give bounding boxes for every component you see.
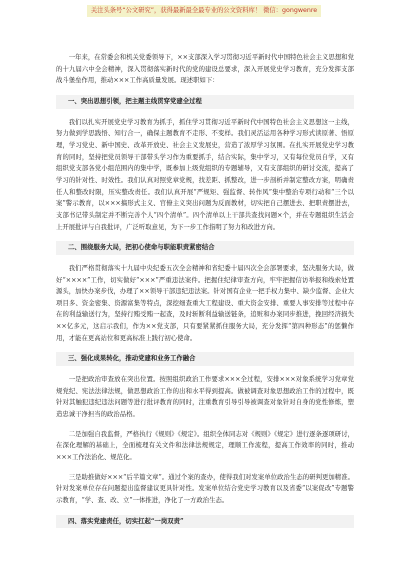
promo-banner: [0, 4, 408, 18]
section-heading: 三、强化成果转化，推动党建和业务工作融合: [56, 352, 354, 366]
document-body: [56, 52, 354, 536]
body-paragraph: 一是把政治审查放在突出位置。按照组织政治工作要求×××全过程，安排×××对象系统学习党章党规党纪、宪法法律法规，做思想政治工作的出和水平得到提高。做被调查对象思想政治工作的过程中，既针对其触犯违纪违法问题等进行批评教育的同时，注重教育引导引导被调查对象针对自身的党性修炼，塑造忠诚干净担当的政治品格。: [56, 376, 354, 419]
body-paragraph: 我们严格贯彻落实十九届中央纪委五次全会精神和省纪委十届四次全会部署要求，坚决服务大局，做好“××××”工作，切实做好“×××”严重违法案件。把握住纪律审查方向，牢牢把握信访举报和线索处置源头，加快办案步伐，办理了××领导干部违纪违法案。针对国有企业一把手权力集中、缺少监督、企业大项目多、资金密集、资源富集等特点，深挖细查重大工程建设、重大资金安排、重要人事安排等过程中存在的利益输送行为，坚持行贿受贿一起查，及时斩断利益输送链条，追赃和办案同步推进，挽回经济损失××亿多元，这启示我们，作为××党支部，只有要紧紧抓住服务大局，充分发挥“第四种形态”的惩懒作用，才能在更高站位和更高标准上践行初心使命。: [56, 264, 354, 342]
promo-banner-text: 关注头条号“公文研究”，获得最新最全最专业的公文资料库！ 微信：gongwenre: [87, 5, 321, 17]
body-paragraph: 一年来，在常委会和机关党委领导下，××支部深入学习贯彻习近平新时代中国特色社会主义思想和党的十九届六中全会精神，深入贯彻落实新时代的党的建设总要求，深入开展党史学习教育，充分发挥支部战斗堡垒作用，推动×××工作高质量发展。现述职如下：: [56, 54, 354, 85]
body-paragraph: 三是助推做好×××“后半篇文章”。通过个案的查办，使得我们对发案单位政治生态的研判更加精准。针对发案单位存在问题提出监督建议更具针对性。发案单位结合党史学习教育以及省委“以案促改”专题警示教育，“学、查、改、立”一体推进，净化了一方政治生态。: [56, 473, 354, 504]
body-paragraph: 二是加强自我监督，严格执行《规则》《规定》。组织全体同志对《规则》《规定》进行逐条逐项研讨，在深化理解的基础上，全面梳理有关文件和法律法规规定，理顺工作流程，提高工作效率的同时，推动×××工作法治化、规范化。: [56, 430, 354, 462]
section-heading: 四、落实党建责任，切实扛起“一岗双责”: [56, 515, 354, 529]
section-heading: 一、突出思想引领，把主题主线贯穿党建全过程: [56, 95, 354, 109]
section-heading: 二、围绕服务大局，把初心使命与职能职责紧密结合: [56, 241, 354, 255]
body-paragraph: 我们以扎实开展党史学习教育为抓手，抓住学习贯彻习近平新时代中国特色社会主义思想这一主线，努力做到学思践悟、知行合一，确保主题教育不走形、不变样。我们灵活运用各种学习形式读原著、悟原理，学习党史、新中国史、改革开放史、社会主义发展史，营造了浓厚学习氛围。在扎实开展党史学习教育的同时，坚持把党员领导干部带头学习作为重要抓手，结合实际，集中学习，又有每位党员自学，又有组织党支部各党小组范围内的集中学，既参加上级党组织的专题辅导，又有支部组织的研讨交流，提高了学习的针对性、时效性。我们认真对照党章党规，找差距、抓整改，进一步剖析并制定整改方案，明确责任人和整改时限，压实整改责任。我们认真开展“严规矩、强监督、转作风”集中整治专项行动和“三个以案”警示教育，以×××搞形式主义、官僚主义突出问题为反面教材，切实把自己摆进去、把职责摆进去，支部书记带头制定并不断完善个人“四个清单”。四个清单以上干部共查找问题×个，并在专题组织生活会上开展批评与自我批评，广泛听取意见，为下一步工作指明了努力和改进方向。: [56, 118, 354, 231]
